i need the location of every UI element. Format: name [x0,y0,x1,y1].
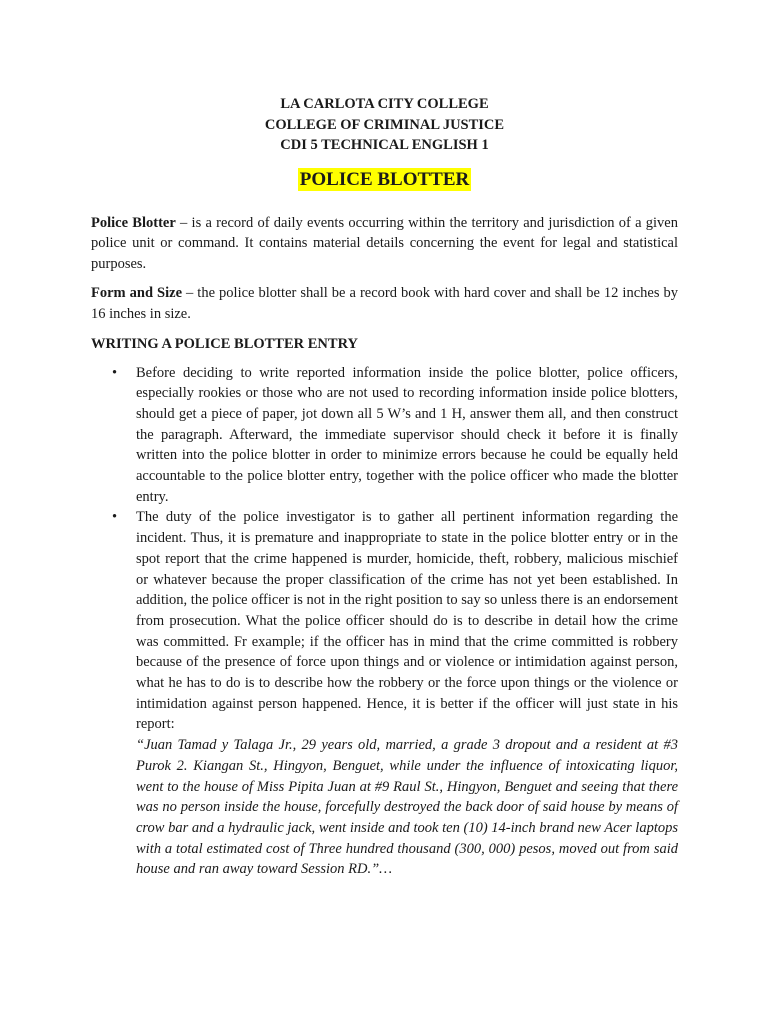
example-report-quote: “Juan Tamad y Talaga Jr., 29 years old, married, a grade 3 dropout and a resident at #3 Purok 2. Kiangan St., Hingyon, Benguet, while under the influence of intoxicating liquor, went to the house of Miss Pipita Juan at #9 Raul St., Hingyon, Benguet and seeing that there was no person inside the house, forcefully destroyed the back door of said house by means of crow bar and a hydraulic jack, went inside and took ten (10) 14-inch brand new Acer laptops with a total estimated cost of Three hundred thousand (300, 000) pesos, moved out from said house and ran away toward Session RD.”… [136,737,678,878]
section-heading: WRITING A POLICE BLOTTER ENTRY [91,336,358,352]
definition-text: – is a record of daily events occurring within the territory and jurisdiction of a given police unit or command. It contains material details concerning the event for legal and statistical purposes. [91,214,678,272]
document-title: POLICE BLOTTER [299,168,470,190]
list-item [91,507,678,880]
header-college-name: LA CARLOTA CITY COLLEGE [280,96,489,112]
title-wrapper [91,168,678,191]
list-item [91,363,678,508]
definition-term: Police Blotter [91,214,176,231]
header-course: CDI 5 TECHNICAL ENGLISH 1 [280,137,489,153]
header-department: COLLEGE OF CRIMINAL JUSTICE [264,116,505,133]
document-header [91,94,678,156]
definition-police-blotter [91,213,678,275]
bullet-icon: • [112,364,118,381]
bullet-list [91,363,678,881]
bullet-icon: • [112,509,118,526]
definition-term: Form and Size [91,285,183,301]
definition-text: – the police blotter shall be a record book with hard cover and shall be 12 inches by 16 inches in size. [91,285,678,322]
definition-form-and-size [91,283,678,324]
list-item-text: Before deciding to write reported information inside the police blotter, police officers, especially rookies or those who are not used to recording information inside police blotters, should get a piece of paper, jot down all 5 W’s and 1 H, answer them all, and then construct the paragraph. Afterward, the immediate supervisor should check it before it is finally written into the police blotter in order to minimize errors because he could be equally held accountable to the police blotter entry, together with the police officer who made the blotter entry. [136,364,678,505]
list-item-text: The duty of the police investigator is to gather all pertinent information regarding the incident. Thus, it is premature and inappropriate to state in the police blotter entry or in the spot report that the crime happened is murder, homicide, theft, robbery, malicious mischief or whatever because the proper classification of the crime has not yet been established. In addition, the police officer is not in the right position to say so unless there is an endorsement from prosecution. What the police officer should do is to describe in detail how the crime was committed. Fr example; if the officer has in mind that the crime committed is robbery because of the presence of force upon things and or violence or intimidation against person, what he has to do is to describe how the robbery or the force upon things or the violence or intimidation against person happened. Hence, it is better if the officer will just state in his report: [136,509,678,733]
